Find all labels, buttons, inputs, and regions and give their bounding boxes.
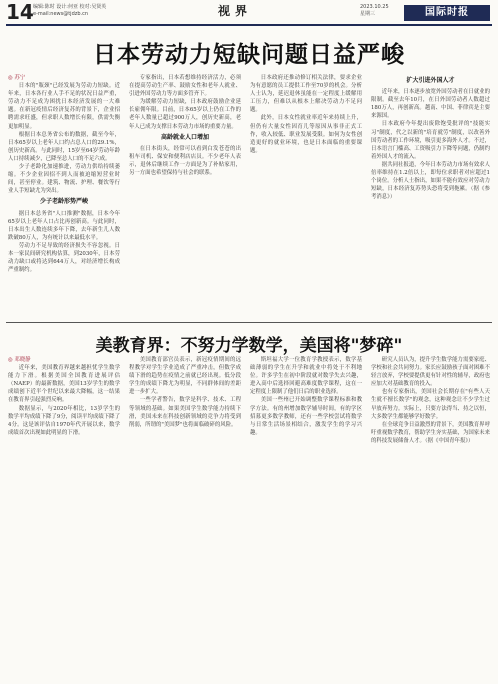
article2-paragraph: 数据显示，与2020年相比，13岁学生的数学平均成绩下降了9分，阅读平均成绩下降了4分。这是该评估自1970年代开展以来，数学成绩首次出现如此明显的下滑。 bbox=[8, 405, 120, 436]
editor-email: e-mail:news@tjdzb.cn bbox=[33, 11, 89, 17]
article1-paragraph: 日本政府还推动修订相关法律，要求企业为有意愿的员工提供工作至70岁的机会。分析人士认为，延迟退休虽能在一定程度上缓解用工压力，但难以从根本上解决劳动力不足问题。 bbox=[250, 75, 362, 114]
article2-column-1 bbox=[8, 356, 120, 678]
article2-paragraph: 近年来，美国教育界越来越担忧学生数学能力下滑。根据美国全国教育进展评估（NAEP）的最新数据，美国13岁学生的数学成绩创下近半个世纪以来最大降幅，这一结果在教育界引起强烈反响。 bbox=[8, 365, 120, 404]
article1-headline: 日本劳动力短缺问题日益严峻 bbox=[93, 42, 405, 68]
article1-paragraph: 根据日本总务省公布的数据，截至今年，日本65岁以上老年人口约占总人口的29.1%，创历史新高。与此同时，15岁至64岁劳动年龄人口持续减少，已降至总人口的不足六成。 bbox=[8, 131, 120, 162]
article2-paragraph: 一些学者警告，数学是科学、技术、工程等领域的基础。如果美国学生数学能力持续下滑，美国未来在科技创新领域的竞争力将受到削弱，所谓的"美国梦"也将面临破碎的风险。 bbox=[129, 397, 241, 428]
article1-paragraph: 此外，日本女性就业率近年来持续上升，但仍有大量女性因育儿等原因从事非正式工作，收入较低、职业发展受限。如何为女性创造更好的就业环境，也是日本面临的重要课题。 bbox=[250, 115, 362, 154]
editor-line: 编辑:陈时 设计:何亚 校对:吴贤英 bbox=[33, 4, 107, 10]
article1-paragraph: 近年来，日本逐步放宽外国劳动者在日就业的限制。截至去年10月，在日外国劳动者人数超过180万人，再创新高。越南、中国、菲律宾是主要来源国。 bbox=[371, 89, 490, 120]
article2-column-2 bbox=[129, 356, 241, 678]
article2-column-4 bbox=[371, 356, 490, 678]
article1-subheading-3: 扩大引进外国人才 bbox=[406, 77, 455, 84]
article2-paragraph: 研究人员认为，提升学生数学能力需要家庭、学校和社会共同努力。家长应鼓励孩子面对困难不轻言放弃，学校要提供更有针对性的辅导，政府也应加大对基础教育的投入。 bbox=[371, 357, 490, 388]
article1-subheading-2: 高龄就业人口增加 bbox=[160, 133, 209, 141]
article1-subheading-1: 少子老龄形势严峻 bbox=[39, 198, 88, 206]
article2-paragraph: 斯坦福大学一位教育学教授表示，数学基础薄弱的学生在升学和就业中将处于不利地位。许多学生在初中阶段就对数学失去兴趣，进入高中后选择回避高难度数学课程，这在一定程度上限制了他们日后的职业选择。 bbox=[250, 357, 362, 396]
article1-byline: ◎ 苏宁 bbox=[8, 75, 26, 81]
article2-paragraph: 美国一些州已开始调整数学课程标准和教学方法。有的州增加数学辅导时间，有的学区招募更多数学教师，还有一些学校尝试将数学与日常生活场景相结合，激发学生的学习兴趣。 bbox=[250, 397, 362, 436]
article2-paragraph: 也有专家指出，美国社会长期存在"有些人天生就不擅长数学"的观念，这种观念让不少学生过早放弃努力。实际上，只要方法得当、持之以恒，大多数学生都能够学好数学。 bbox=[371, 389, 490, 420]
editor-info bbox=[33, 4, 106, 18]
article2-headline: 美教育界：不努力学数学，美国将"梦碎" bbox=[95, 336, 403, 356]
article1-column-2 bbox=[129, 74, 241, 314]
page-number: 14 bbox=[6, 0, 34, 24]
article1-paragraph: 为缓解劳动力短缺，日本政府鼓励企业延长雇佣年限。目前，日本65岁以上仍在工作的老年人数量已超过900万人，创历史新高，老年人已成为支撑日本劳动力市场的重要力量。 bbox=[129, 99, 241, 130]
newspaper-logo: 国际时报 bbox=[404, 5, 490, 21]
article1-paragraph: 少子老龄化加速推进，劳动力供给持续萎缩。不少企业因招不到人而被迫缩短营业时间，甚至停业。建筑、物流、护理、餐饮等行业人手短缺尤为突出。 bbox=[8, 164, 120, 195]
weekday: 星期三 bbox=[360, 11, 376, 17]
article1-column-4 bbox=[371, 74, 490, 314]
issue-date: 2023.10.25 bbox=[360, 4, 389, 10]
header-rule bbox=[6, 24, 492, 26]
article1-paragraph: 专家指出，日本若想维持经济活力，必须在提高劳动生产率、鼓励女性和老年人就业、引进外国劳动力等方面多管齐下。 bbox=[129, 75, 241, 98]
article-divider bbox=[6, 322, 492, 323]
article1-paragraph: 日本的"瓶颈"已经发展为劳动力短缺。近年来，日本各行业人手不足的状况日益严重，劳动力不足成为困扰日本经济发展的一大难题。在新冠疫情后经济复苏的背景下，企业招聘需求旺盛，但求职人数增长有限，供需失衡更加明显。 bbox=[8, 83, 120, 130]
article1-paragraph: 日本政府今年提出废除饱受批评的"技能实习"制度，代之以新的"培育就劳"制度，以改善外国劳动者的工作环境，吸引更多海外人才。不过，日本语言门槛高、工资吸引力下降等问题，仍制约着外国人才的流入。 bbox=[371, 121, 490, 160]
article2-byline: ◎ 邓晓静 bbox=[8, 357, 31, 363]
article1-paragraph: 在日本街头，经常可以看到白发苍苍的出租车司机、保安和便利店店员。不少老年人表示，退休后继续工作一方面是为了补贴家用，另一方面也希望保持与社会的联系。 bbox=[129, 145, 241, 177]
article1-paragraph: 据日本总务省"人口推测"数据，日本今年65岁以上老年人口占比再创新高。与此同时，日本出生人数连续多年下降，去年新生儿人数跌破80万人，为有统计以来最低水平。 bbox=[8, 210, 120, 241]
article2-paragraph: 在全球竞争日益激烈的背景下，美国教育界呼吁重视数学教育，帮助学生夯实基础，为国家未来的科技发展储备人才。（据《中国青年报》） bbox=[371, 421, 490, 444]
article2-column-3 bbox=[250, 356, 362, 678]
article1-column-1 bbox=[8, 74, 120, 314]
article1-column-3 bbox=[250, 74, 362, 314]
article1-paragraph: 据共同社报道，今年日本劳动力市场有效求人倍率维持在1.2倍以上，即每位求职者对应超过1个岗位。分析人士指出，如果不能有效应对劳动力短缺，日本经济复苏势头恐将受到拖累。（据《参考消息》） bbox=[371, 161, 490, 201]
article1-paragraph: 劳动力不足导致的经济损失不容忽视。日本一家民间研究机构估算，到2030年，日本劳动力缺口或将达到644万人，对经济增长构成严重制约。 bbox=[8, 242, 120, 274]
page-header bbox=[0, 0, 498, 24]
section-title: 视界 bbox=[218, 4, 253, 18]
article2-paragraph: 美国教育部官员表示，新冠疫情期间的远程教学对学生学业造成了严重冲击，但数学成绩下滑的趋势在疫情之前就已经出现。低分段学生的成绩下降尤为明显，不同群体间的差距进一步扩大。 bbox=[129, 357, 241, 396]
date-info bbox=[360, 4, 389, 18]
